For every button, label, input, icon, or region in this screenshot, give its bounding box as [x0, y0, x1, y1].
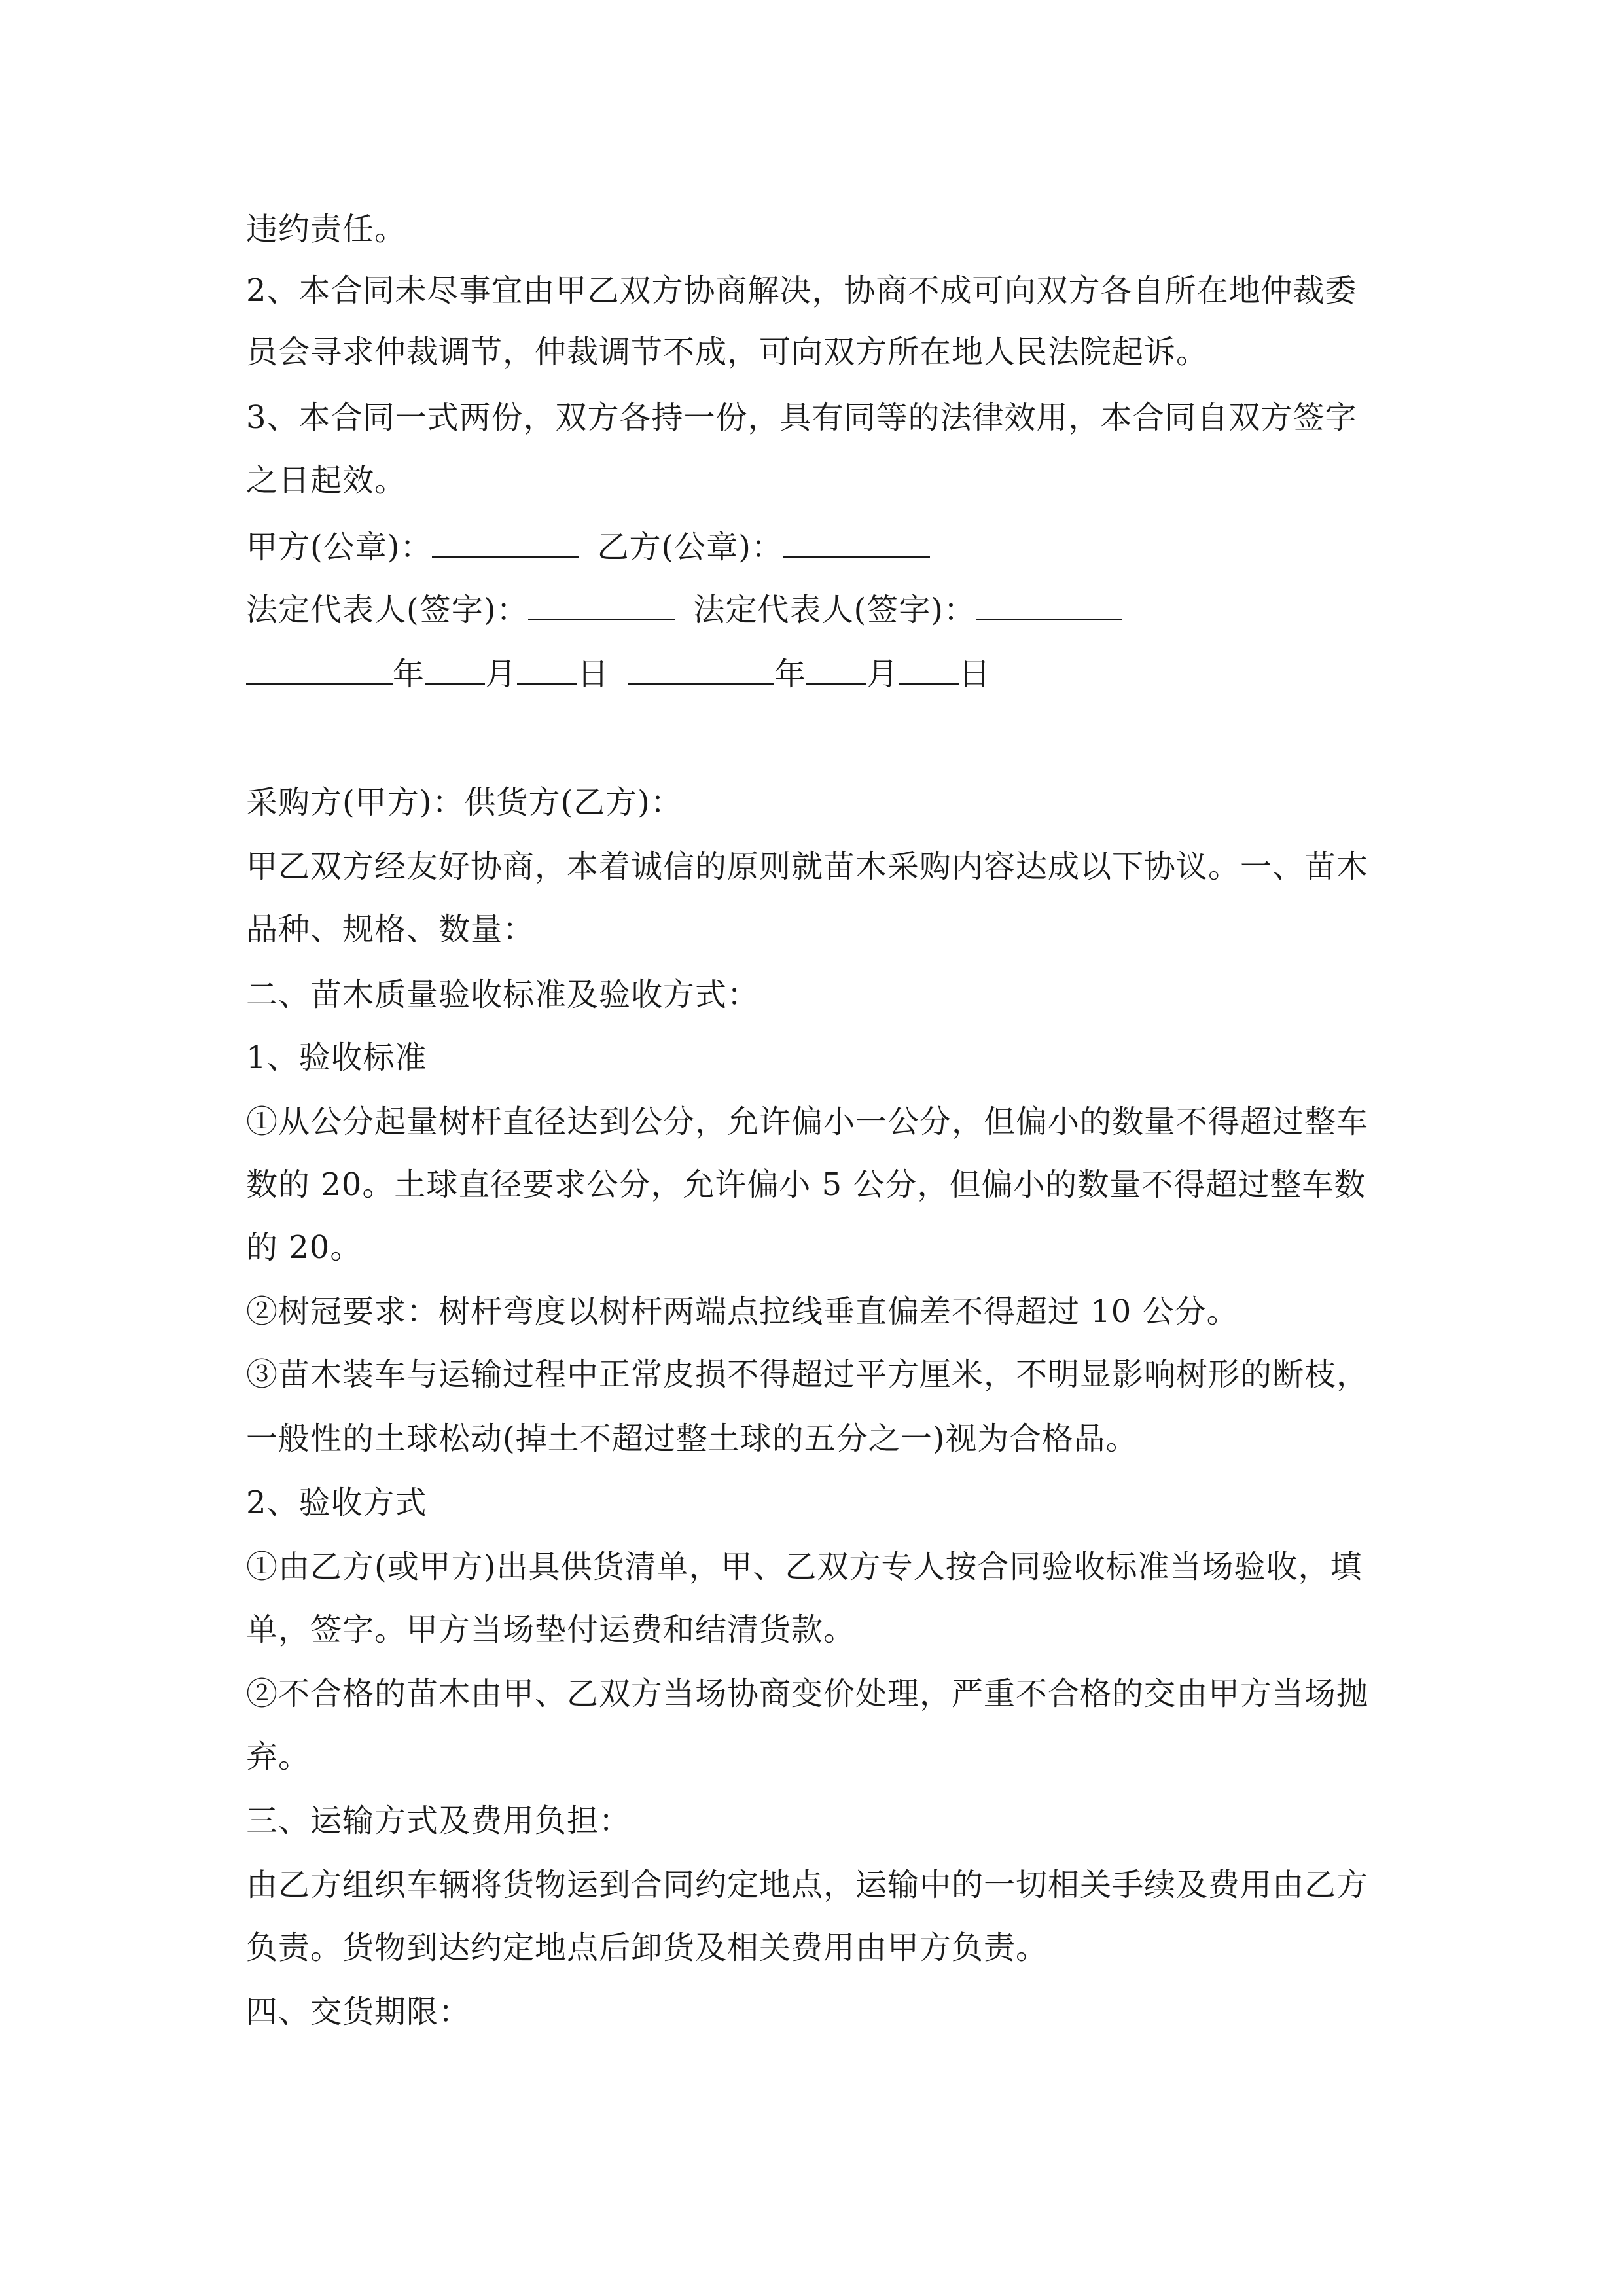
text-line: 违约责任。 [246, 211, 407, 247]
year-label-b: 年 [774, 656, 807, 692]
representative-signature-line [246, 590, 1122, 630]
date-line [246, 655, 991, 694]
text-line: 数的 20。土球直径要求公分，允许偏小 5 公分，但偏小的数量不得超过整车数 [246, 1166, 1366, 1203]
year-blank-b [628, 655, 774, 685]
parties-line: 采购方(甲方)：供货方(乙方)： [246, 784, 683, 821]
rep-a-blank [528, 590, 675, 620]
text-line: 负责。货物到达约定地点后卸货及相关费用由甲方负责。 [246, 1929, 1048, 1966]
party-b-seal-label: 乙方(公章)： [597, 529, 783, 565]
party-b-seal-blank [783, 528, 930, 558]
month-label-b: 月 [866, 656, 899, 692]
text-line: ②树冠要求：树杆弯度以树杆两端点拉线垂直偏差不得超过 10 公分。 [246, 1293, 1239, 1330]
year-blank-a [246, 655, 393, 685]
text-line: ①由乙方(或甲方)出具供货清单，甲、乙双方专人按合同验收标准当场验收，填 [246, 1549, 1363, 1585]
seal-signature-line [246, 528, 930, 567]
month-blank-a [425, 655, 485, 685]
text-line: 的 20。 [246, 1229, 363, 1266]
party-a-seal-blank [432, 528, 579, 558]
section-heading: 三、运输方式及费用负担： [246, 1803, 632, 1839]
day-blank-b [899, 655, 959, 685]
rep-b-blank [976, 590, 1122, 620]
text-line: 3、本合同一式两份，双方各持一份，具有同等的法律效用，本合同自双方签字 [246, 399, 1357, 436]
year-label-a: 年 [393, 656, 425, 692]
text-line: ③苗木装车与运输过程中正常皮损不得超过平方厘米，不明显影响树形的断枝， [246, 1356, 1369, 1393]
text-line: ①从公分起量树杆直径达到公分，允许偏小一公分，但偏小的数量不得超过整车 [246, 1103, 1369, 1140]
day-label-a: 日 [577, 656, 610, 692]
month-blank-b [806, 655, 866, 685]
text-line: 由乙方组织车辆将货物运到合同约定地点，运输中的一切相关手续及费用由乙方 [246, 1867, 1369, 1903]
text-line: 甲乙双方经友好协商，本着诚信的原则就苗木采购内容达成以下协议。一、苗木 [246, 848, 1369, 885]
text-line: 单，签字。甲方当场垫付运费和结清货款。 [246, 1611, 856, 1648]
month-label-a: 月 [485, 656, 518, 692]
text-line: 之日起效。 [246, 462, 407, 499]
day-blank-a [517, 655, 577, 685]
text-line: 品种、规格、数量： [246, 911, 535, 948]
text-line: 弃。 [246, 1738, 311, 1775]
text-line: 一般性的土球松动(掉土不超过整土球的五分之一)视为合格品。 [246, 1420, 1138, 1457]
text-line: ②不合格的苗木由甲、乙双方当场协商变价处理，严重不合格的交由甲方当场抛 [246, 1676, 1369, 1712]
text-line: 2、本合同未尽事宜由甲乙双方协商解决，协商不成可向双方各自所在地仲裁委 [246, 272, 1357, 309]
rep-a-label: 法定代表人(签字)： [246, 592, 529, 628]
subsection-heading: 1、验收标准 [246, 1039, 427, 1076]
subsection-heading: 2、验收方式 [246, 1484, 427, 1521]
section-heading: 二、苗木质量验收标准及验收方式： [246, 977, 760, 1013]
rep-b-label: 法定代表人(签字)： [693, 592, 976, 628]
day-label-b: 日 [959, 656, 991, 692]
section-heading: 四、交货期限： [246, 1994, 471, 2030]
party-a-seal-label: 甲方(公章)： [246, 529, 433, 565]
text-line: 员会寻求仲裁调节，仲裁调节不成，可向双方所在地人民法院起诉。 [246, 334, 1209, 370]
